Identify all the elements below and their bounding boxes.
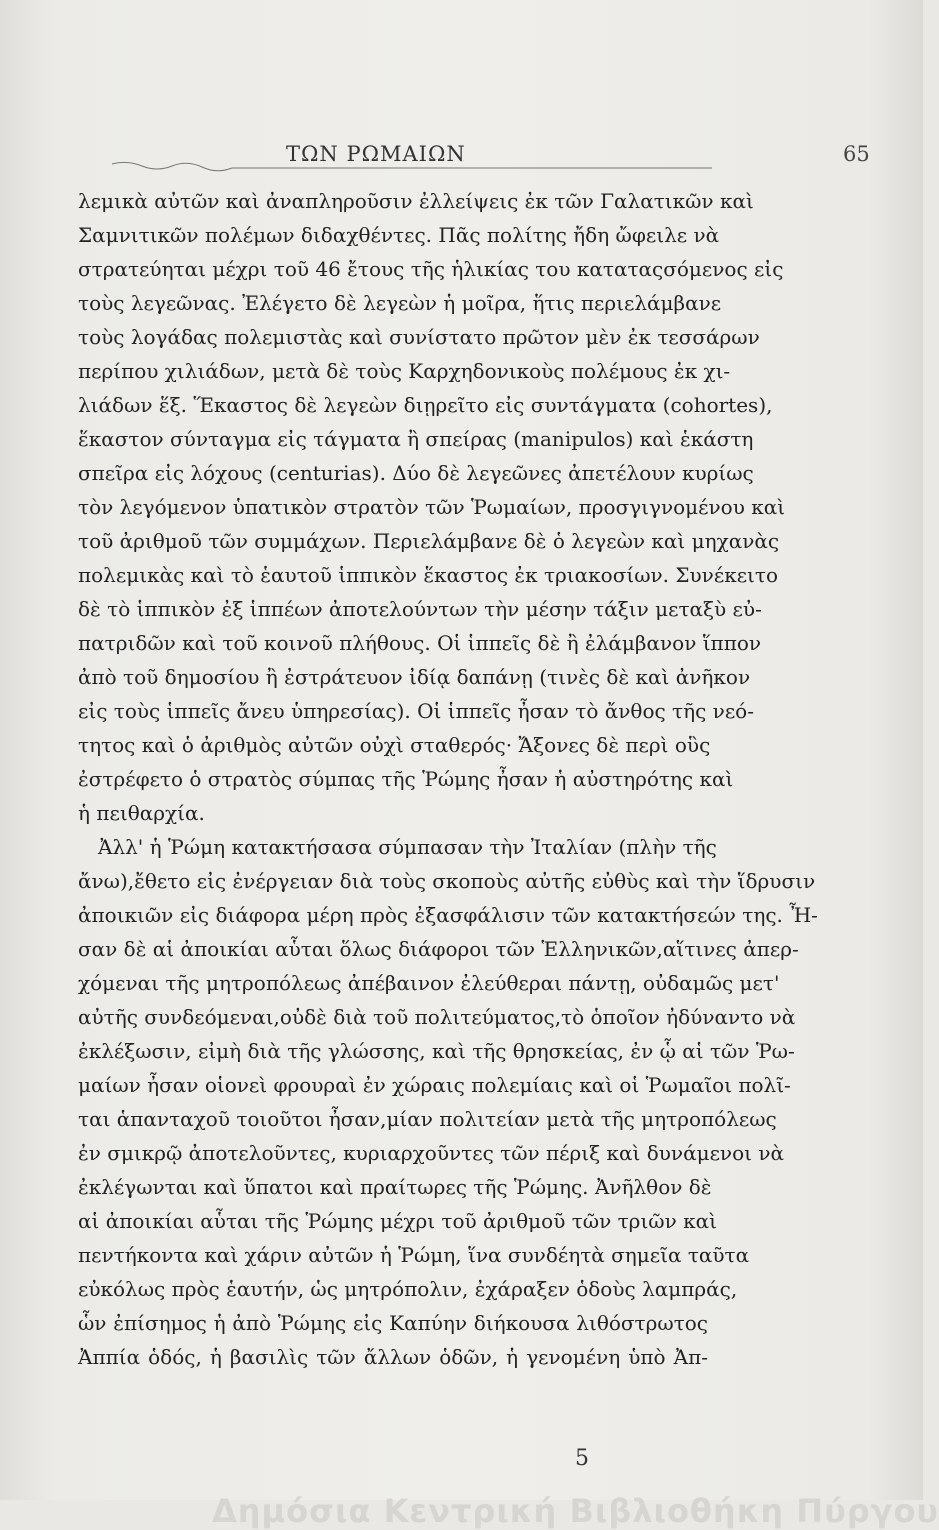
text-line: τοῦ ἀριθμοῦ τῶν συμμάχων. Περιελάμβανε δὲ ὁ λεγεὼν καὶ μηχανὰς [78,529,780,553]
paragraph [78,184,786,830]
text-line: εὐκόλως πρὸς ἑαυτήν, ὡς μητρόπολιν, ἐχάραξεν ὁδοὺς λαμπράς, [78,1277,738,1301]
body-text [78,184,818,1374]
page-number: 65 [843,142,870,166]
text-line: ἐν σμικρῷ ἀποτελοῦντες, κυριαρχοῦντες τῶν πέριξ καὶ δυνάμενοι νὰ [78,1141,784,1165]
text-line: ἡ πειθαρχία. [78,801,205,825]
text-line: σαν δὲ αἱ ἀποικίαι αὗται ὅλως διάφοροι τῶν Ἑλληνικῶν,αἵτινες ἀπερ- [78,937,799,961]
text-line: τοὺς λεγεῶνας. Ἐλέγετο δὲ λεγεὼν ἡ μοῖρα, ἥτις περιελάμβανε [78,291,722,315]
text-line: Ἀλλ' ἡ Ῥώμη κατακτήσασα σύμπασαν τὴν Ἰταλίαν (πλὴν τῆς [98,835,717,859]
text-line: λεμικὰ αὐτῶν καὶ ἀναπληροῦσιν ἐλλείψεις ἐκ τῶν Γαλατικῶν καὶ [78,189,754,213]
page-header [0,140,923,172]
library-watermark: Δημόσια Κεντρική Βιβλιοθήκη Πύργου [212,1492,939,1530]
text-line: ἄνω),ἔθετο εἰς ἐνέργειαν διὰ τοὺς σκοποὺς αὐτῆς εὐθὺς καὶ τὴν ἵδρυσιν [78,869,816,893]
running-title: ΤΩΝ ΡΩΜΑΙΩΝ [286,142,466,166]
text-line: πατριδῶν καὶ τοῦ κοινοῦ πλήθους. Οἱ ἱππεῖς δὲ ἢ ἐλάμβανον ἵππον [78,631,762,655]
text-line: αὐτῆς συνδεόμεναι,οὐδὲ διὰ τοῦ πολιτεύματος,τὸ ὁποῖον ἠδύναντο νὰ [78,1005,796,1029]
text-line: ἐκλέξωσιν, εἰμὴ διὰ τῆς γλώσσης, καὶ τῆς θρησκείας, ἐν ᾧ αἱ τῶν Ῥω- [78,1039,795,1063]
text-line: δὲ τὸ ἱππικὸν ἐξ ἱππέων ἀποτελούντων τὴν μέσην τάξιν μεταξὺ εὐ- [78,597,762,621]
signature-mark: 5 [575,1446,589,1471]
text-line: ὧν ἐπίσημος ἡ ἀπὸ Ῥώμης εἰς Καπύην διήκουσα λιθόστρωτος [78,1311,708,1335]
text-line: ἐστρέφετο ὁ στρατὸς σύμπας τῆς Ῥώμης ἦσαν ἡ αὐστηρότης καὶ [78,767,734,791]
text-line: ἀποικιῶν εἰς διάφορα μέρη πρὸς ἐξασφάλισιν τῶν κατακτήσεών της. Ἦ- [78,903,818,927]
text-line: λιάδων ἕξ. Ἕκαστος δὲ λεγεὼν διῃρεῖτο εἰς συντάγματα (cohortes), [78,393,773,417]
text-line: τοὺς λογάδας πολεμιστὰς καὶ συνίστατο πρῶτον μὲν ἐκ τεσσάρων [78,325,760,349]
text-line: ἕκαστον σύνταγμα εἰς τάγματα ἢ σπείρας (manipulos) καὶ ἑκάστη [78,427,754,451]
text-line: ἀπὸ τοῦ δημοσίου ἢ ἐστράτευον ἰδίᾳ δαπάνῃ (τινὲς δὲ καὶ ἀνῆκον [78,665,751,689]
text-line: ἐκλέγωνται καὶ ὕπατοι καὶ πραίτωρες τῆς Ῥώμης. Ἀνῆλθον δὲ [78,1175,712,1199]
text-line: μαίων ἦσαν οἱονεὶ φρουραὶ ἐν χώραις πολεμίαις καὶ οἱ Ῥωμαῖοι πολῖ- [78,1073,791,1097]
text-line: πολεμικὰς καὶ τὸ ἑαυτοῦ ἱππικὸν ἕκαστος ἐκ τριακοσίων. Συνέκειτο [78,563,778,587]
text-line: εἰς τοὺς ἱππεῖς ἄνευ ὑπηρεσίας). Οἱ ἱππεῖς ἦσαν τὸ ἄνθος τῆς νεό- [78,699,754,723]
text-line: Ἀππία ὁδός, ἡ βασιλὶς τῶν ἄλλων ὁδῶν, ἡ γενομένη ὑπὸ Ἀπ- [78,1345,708,1369]
text-line: τητος καὶ ὁ ἀριθμὸς αὐτῶν οὐχὶ σταθερός· Ἄξονες δὲ περὶ οὓς [78,733,711,757]
text-line: χόμεναι τῆς μητροπόλεως ἀπέβαινον ἐλεύθεραι πάντῃ, οὐδαμῶς μετ' [78,971,780,995]
text-line: στρατεύηται μέχρι τοῦ 46 ἔτους τῆς ἡλικίας του καταταςσόμενος εἰς [78,257,784,281]
paragraph [78,830,818,1374]
text-line: τὸν λεγόμενον ὑπατικὸν στρατὸν τῶν Ῥωμαίων, προσγιγνομένου καὶ [78,495,786,519]
text-line: πεντήκοντα καὶ χάριν αὐτῶν ἡ Ῥώμη, ἵνα συνδέητὰ σημεῖα ταῦτα [78,1243,750,1267]
text-line: ται ἁπανταχοῦ τοιοῦτοι ἦσαν,μίαν πολιτείαν μετὰ τῆς μητροπόλεως [78,1107,777,1131]
text-line: αἱ ἀποικίαι αὗται τῆς Ῥώμης μέχρι τοῦ ἀριθμοῦ τῶν τριῶν καὶ [78,1209,717,1233]
text-line: περίπου χιλιάδων, μετὰ δὲ τοὺς Καρχηδονικοὺς πολέμους ἐκ χι- [78,359,731,383]
text-line: σπεῖρα εἰς λόχους (centurias). Δύο δὲ λεγεῶνες ἀπετέλουν κυρίως [78,461,754,485]
text-line: Σαμνιτικῶν πολέμων διδαχθέντες. Πᾶς πολίτης ἤδη ὤφειλε νὰ [78,223,720,247]
